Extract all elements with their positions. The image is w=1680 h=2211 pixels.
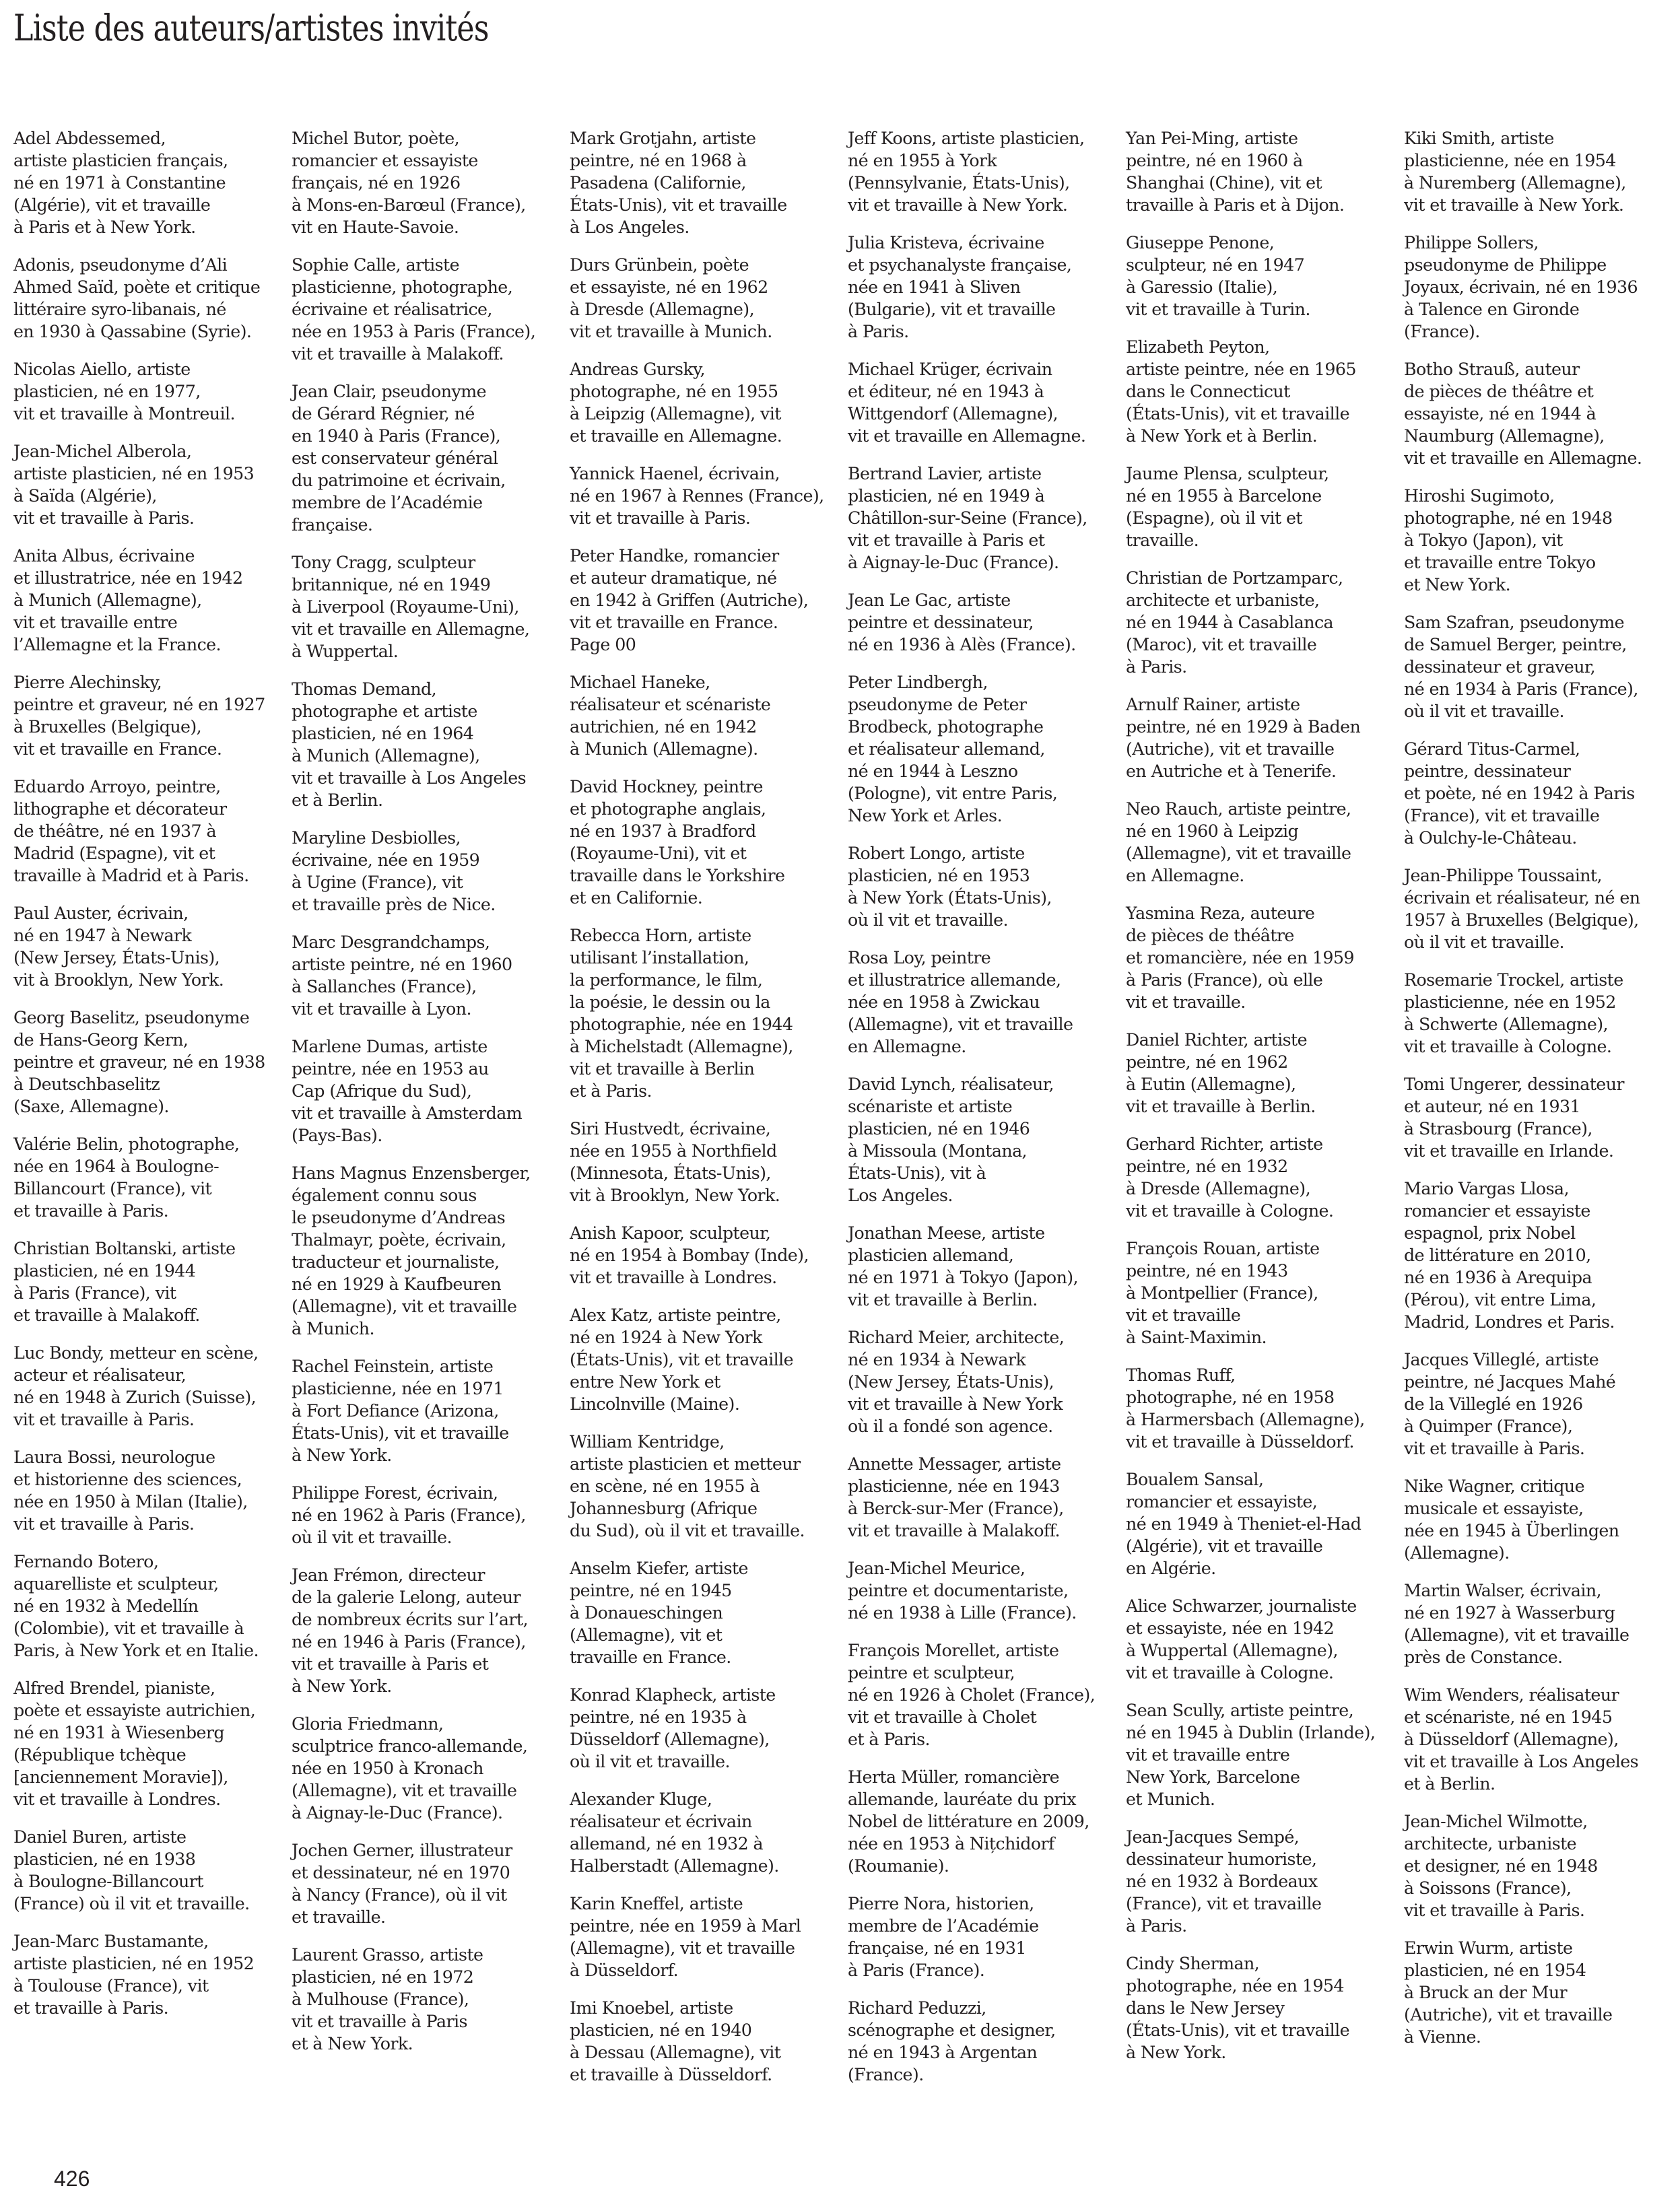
author-entry: Yannick Haenel, écrivain, né en 1967 à Rennes (France), vit et travaille à Paris. xyxy=(570,464,824,529)
author-entry: François Rouan, artiste peintre, né en 1943 à Montpellier (France), vit et travaille à Saint-Maximin. xyxy=(1126,1239,1320,1348)
author-entry: Erwin Wurm, artiste plasticien, né en 1954 à Bruck an der Mur (Autriche), vit et travaille à Vienne. xyxy=(1404,1938,1613,2047)
author-entry: Jean Clair, pseudonyme de Gérard Régnier, né en 1940 à Paris (France), est conservateur général du patrimoine et écrivain, membre de l’Académie française. xyxy=(292,382,506,535)
author-entry: Hans Magnus Enzensberger, également connu sous le pseudonyme d’Andreas Thalmayr, poète, écrivain, traducteur et journaliste, né en 1929 à Kaufbeuren (Allemagne), vit et travaille à Munich. xyxy=(292,1163,531,1339)
author-entry: Mark Grotjahn, artiste peintre, né en 1968 à Pasadena (Californie, États-Unis), vit et travaille à Los Angeles. xyxy=(570,129,787,238)
author-entry: Yasmina Reza, auteure de pièces de théâtre et romancière, née en 1959 à Paris (France), où elle vit et travaille. xyxy=(1126,904,1354,1013)
author-entry: Richard Meier, architecte, né en 1934 à Newark (New Jersey, États-Unis), vit et travaille à New York où il a fondé son agence. xyxy=(848,1328,1065,1437)
author-entry: Imi Knoebel, artiste plasticien, né en 1940 à Dessau (Allemagne), vit et travaille à Düsseldorf. xyxy=(570,1998,781,2085)
author-entry: Fernando Botero, aquarelliste et sculpteur, né en 1932 à Medellín (Colombie), vit et travaille à Paris, à New York et en Italie. xyxy=(13,1552,259,1661)
author-entry: Anselm Kiefer, artiste peintre, né en 1945 à Donaueschingen (Allemagne), vit et travaille en France. xyxy=(570,1559,748,1668)
author-entry: Giuseppe Penone, sculpteur, né en 1947 à Garessio (Italie), vit et travaille à Turin. xyxy=(1126,233,1310,320)
author-entry: Gloria Friedmann, sculptrice franco-allemande, née en 1950 à Kronach (Allemagne), vit et travaille à Aignay-le-Duc (France). xyxy=(292,1714,528,1823)
author-entry: Jean-Michel Meurice, peintre et documentariste, né en 1938 à Lille (France). xyxy=(848,1559,1077,1623)
author-entry: Maryline Desbiolles, écrivaine, née en 1959 à Ugine (France), vit et travaille près de Nice. xyxy=(292,828,496,915)
author-entry: Alexander Kluge, réalisateur et écrivain allemand, né en 1932 à Halberstadt (Allemagne). xyxy=(570,1790,779,1876)
author-entry: Konrad Klapheck, artiste peintre, né en 1935 à Düsseldorf (Allemagne), où il vit et travaille. xyxy=(570,1685,776,1772)
author-entry: Neo Rauch, artiste peintre, né en 1960 à Leipzig (Allemagne), vit et travaille en Allemagne. xyxy=(1126,799,1351,886)
author-entry: Rosa Loy, peintre et illustratrice allemande, née en 1958 à Zwickau (Allemagne), vit et travaille en Allemagne. xyxy=(848,948,1073,1057)
author-entry: Christian Boltanski, artiste plasticien, né en 1944 à Paris (France), vit et travaille à Malakoff. xyxy=(13,1239,236,1326)
author-entry: David Lynch, réalisateur, scénariste et artiste plasticien, né en 1946 à Missoula (Montana, États-Unis), vit à Los Angeles. xyxy=(848,1075,1054,1206)
author-entry: Sam Szafran, pseudonyme de Samuel Berger, peintre, dessinateur et graveur, né en 1934 à Paris (France), où il vit et travaille. xyxy=(1404,613,1638,722)
author-entry: Adel Abdessemed, artiste plasticien français, né en 1971 à Constantine (Algérie), vit et travaille à Paris et à New York. xyxy=(13,129,228,238)
author-entry: David Hockney, peintre et photographe anglais, né en 1937 à Bradford (Royaume-Uni), vit et travaille dans le Yorkshire et en Californie. xyxy=(570,777,785,908)
author-entry: Marc Desgrandchamps, artiste peintre, né en 1960 à Sallanches (France), vit et travaille à Lyon. xyxy=(292,932,512,1019)
author-entry: Martin Walser, écrivain, né en 1927 à Wasserburg (Allemagne), vit et travaille près de Constance. xyxy=(1404,1581,1629,1668)
author-entry: Thomas Ruff, photographe, né en 1958 à Harmersbach (Allemagne), vit et travaille à Düsseldorf. xyxy=(1126,1365,1365,1452)
author-entry: Sean Scully, artiste peintre, né en 1945 à Dublin (Irlande), vit et travaille entre New York, Barcelone et Munich. xyxy=(1126,1701,1376,1810)
author-entry: Arnulf Rainer, artiste peintre, né en 1929 à Baden (Autriche), vit et travaille en Autriche et à Tenerife. xyxy=(1126,695,1361,782)
author-entry: Thomas Demand, photographe et artiste plasticien, né en 1964 à Munich (Allemagne), vit et travaille à Los Angeles et à Berlin. xyxy=(292,679,527,811)
author-entry: Rosemarie Trockel, artiste plasticienne, née en 1952 à Schwerte (Allemagne), vit et travaille à Cologne. xyxy=(1404,970,1623,1057)
author-entry: Siri Hustvedt, écrivaine, née en 1955 à Northfield (Minnesota, États-Unis), vit à Brooklyn, New York. xyxy=(570,1119,780,1206)
author-entry: Anita Albus, écrivaine et illustratrice, née en 1942 à Munich (Allemagne), vit et travaille entre l’Allemagne et la France. xyxy=(13,546,243,655)
author-entry: Eduardo Arroyo, peintre, lithographe et décorateur de théâtre, né en 1937 à Madrid (Espagne), vit et travaille à Madrid et à Paris. xyxy=(13,777,249,886)
author-entry: Elizabeth Peyton, artiste peintre, née en 1965 dans le Connecticut (États-Unis), vit et travaille à New York et à Berlin. xyxy=(1126,337,1356,446)
author-entry: Laurent Grasso, artiste plasticien, né en 1972 à Mulhouse (France), vit et travaille à Paris et à New York. xyxy=(292,1945,483,2054)
author-entry: Sophie Calle, artiste plasticienne, photographe, écrivaine et réalisatrice, née en 1953 à Paris (France), vit et travaille à Malakoff. xyxy=(292,255,536,364)
author-entry: Jeff Koons, artiste plasticien, né en 1955 à York (Pennsylvanie, États-Unis), vit et travaille à New York. xyxy=(848,129,1085,215)
author-entry: Kiki Smith, artiste plasticienne, née en 1954 à Nuremberg (Allemagne), vit et travaille à New York. xyxy=(1404,129,1626,215)
author-list xyxy=(13,128,1680,2102)
author-entry: Jacques Villeglé, artiste peintre, né Jacques Mahé de la Villeglé en 1926 à Quimper (France), vit et travaille à Paris. xyxy=(1404,1350,1616,1459)
author-entry: Alfred Brendel, pianiste, poète et essayiste autrichien, né en 1931 à Wiesenberg (République tchèque [anciennement Moravie]), vit et travaille à Londres. xyxy=(13,1678,256,1810)
author-entry: Laura Bossi, neurologue et historienne des sciences, née en 1950 à Milan (Italie), vit et travaille à Paris. xyxy=(13,1448,248,1534)
author-entry: Jaume Plensa, sculpteur, né en 1955 à Barcelone (Espagne), où il vit et travaille. xyxy=(1126,464,1329,551)
author-entry: Alex Katz, artiste peintre, né en 1924 à New York (États-Unis), vit et travaille entre New York et Lincolnville (Maine). xyxy=(570,1305,793,1415)
author-entry: Jean-Philippe Toussaint, écrivain et réalisateur, né en 1957 à Bruxelles (Belgique), où il vit et travaille. xyxy=(1404,866,1640,953)
author-entry: Philippe Forest, écrivain, né en 1962 à Paris (France), où il vit et travaille. xyxy=(292,1483,526,1548)
author-entry: Jean-Marc Bustamante, artiste plasticien, né en 1952 à Toulouse (France), vit et travaille à Paris. xyxy=(13,1932,255,2018)
author-entry: Rachel Feinstein, artiste plasticienne, née en 1971 à Fort Defiance (Arizona, États-Unis), vit et travaille à New York. xyxy=(292,1357,509,1466)
author-entry: Philippe Sollers, pseudonyme de Philippe Joyaux, écrivain, né en 1936 à Talence en Gironde (France). xyxy=(1404,233,1638,342)
author-entry: Alice Schwarzer, journaliste et essayiste, née en 1942 à Wuppertal (Allemagne), vit et travaille à Cologne. xyxy=(1126,1596,1357,1683)
author-entry: François Morellet, artiste peintre et sculpteur, né en 1926 à Cholet (France), vit et travaille à Cholet et à Paris. xyxy=(848,1641,1096,1750)
author-entry: Luc Bondy, metteur en scène, acteur et réalisateur, né en 1948 à Zurich (Suisse), vit et travaille à Paris. xyxy=(13,1343,259,1430)
author-entry: Jochen Gerner, illustrateur et dessinateur, né en 1970 à Nancy (France), où il vit et travaille. xyxy=(292,1841,512,1928)
column-5 xyxy=(1126,128,1404,2102)
author-entry: Georg Baselitz, pseudonyme de Hans-Georg Kern, peintre et graveur, né en 1938 à Deutschbaselitz (Saxe, Allemagne). xyxy=(13,1008,265,1117)
author-entry: William Kentridge, artiste plasticien et metteur en scène, né en 1955 à Johannesburg (Afrique du Sud), où il vit et travaille. xyxy=(570,1432,805,1541)
author-entry: Wim Wenders, réalisateur et scénariste, né en 1945 à Düsseldorf (Allemagne), vit et travaille à Los Angeles et à Berlin. xyxy=(1404,1685,1639,1794)
column-3 xyxy=(570,128,848,2102)
author-entry: Tony Cragg, sculpteur britannique, né en 1949 à Liverpool (Royaume-Uni), vit et travaille en Allemagne, à Wuppertal. xyxy=(292,553,530,662)
author-entry: Andreas Gursky, photographe, né en 1955 à Leipzig (Allemagne), vit et travaille en Allemagne. xyxy=(570,360,782,446)
author-entry: Marlene Dumas, artiste peintre, née en 1953 au Cap (Afrique du Sud), vit et travaille à Amsterdam (Pays-Bas). xyxy=(292,1037,523,1146)
author-entry: Christian de Portzamparc, architecte et urbaniste, né en 1944 à Casablanca (Maroc), vit et travaille à Paris. xyxy=(1126,568,1343,677)
author-entry: Pierre Alechinsky, peintre et graveur, né en 1927 à Bruxelles (Belgique), vit et travaille en France. xyxy=(13,673,265,759)
author-entry: Jonathan Meese, artiste plasticien allemand, né en 1971 à Tokyo (Japon), vit et travaille à Berlin. xyxy=(848,1223,1079,1310)
author-entry: Mario Vargas Llosa, romancier et essayiste espagnol, prix Nobel de littérature en 2010, né en 1936 à Arequipa (Pérou), vit entre Lima, Madrid, Londres et Paris. xyxy=(1404,1179,1615,1332)
author-entry: Karin Kneffel, artiste peintre, née en 1959 à Marl (Allemagne), vit et travaille à Düsseldorf. xyxy=(570,1894,801,1981)
author-entry: Rebecca Horn, artiste utilisant l’installation, la performance, le film, la poésie, le dessin ou la photographie, née en 1944 à Michelstadt (Allemagne), vit et travaille à Berlin et à Paris. xyxy=(570,926,793,1101)
author-entry: Adonis, pseudonyme d’Ali Ahmed Saïd, poète et critique littéraire syro-libanais, né en 1930 à Qassabine (Syrie). xyxy=(13,255,261,342)
author-entry: Jean-Michel Alberola, artiste plasticien, né en 1953 à Saïda (Algérie), vit et travaille à Paris. xyxy=(13,442,255,529)
page-title: Liste des auteurs/artistes invités xyxy=(13,7,489,49)
author-entry: Michael Krüger, écrivain et éditeur, né en 1943 à Wittgendorf (Allemagne), vit et travaille en Allemagne. xyxy=(848,360,1086,446)
author-entry: Botho Strauß, auteur de pièces de théâtre et essayiste, né en 1944 à Naumburg (Allemagne), vit et travaille en Allemagne. xyxy=(1404,360,1642,469)
author-entry: Jean Frémon, directeur de la galerie Lelong, auteur de nombreux écrits sur l’art, né en 1946 à Paris (France), vit et travaille à Paris et à New York. xyxy=(292,1565,528,1697)
author-entry: Jean-Michel Wilmotte, architecte, urbaniste et designer, né en 1948 à Soissons (France), vit et travaille à Paris. xyxy=(1404,1812,1598,1921)
author-entry: Michel Butor, poète, romancier et essayiste français, né en 1926 à Mons-en-Barœul (France), vit en Haute-Savoie. xyxy=(292,129,526,238)
column-6 xyxy=(1404,128,1680,2102)
author-entry: Cindy Sherman, photographe, née en 1954 dans le New Jersey (États-Unis), vit et travaille à New York. xyxy=(1126,1954,1349,2063)
author-entry: Daniel Buren, artiste plasticien, né en 1938 à Boulogne-Billancourt (France) où il vit et travaille. xyxy=(13,1827,250,1914)
author-entry: Annette Messager, artiste plasticienne, née en 1943 à Berck-sur-Mer (France), vit et travaille à Malakoff. xyxy=(848,1454,1064,1541)
column-4 xyxy=(848,128,1126,2102)
author-entry: Boualem Sansal, romancier et essayiste, né en 1949 à Theniet-el-Had (Algérie), vit et travaille en Algérie. xyxy=(1126,1470,1362,1579)
author-entry: Gérard Titus-Carmel, peintre, dessinateur et poète, né en 1942 à Paris (France), vit et travaille à Oulchy-le-Château. xyxy=(1404,739,1635,848)
author-entry: Valérie Belin, photographe, née en 1964 à Boulogne- Billancourt (France), vit et travaille à Paris. xyxy=(13,1134,240,1221)
author-entry: Yan Pei-Ming, artiste peintre, né en 1960 à Shanghai (Chine), vit et travaille à Paris et à Dijon. xyxy=(1126,129,1345,215)
author-entry: Peter Handke, romancier et auteur dramatique, né en 1942 à Griffen (Autriche), vit et travaille en France. Page 00 xyxy=(570,546,809,655)
author-entry: Durs Grünbein, poète et essayiste, né en 1962 à Dresde (Allemagne), vit et travaille à Munich. xyxy=(570,255,772,342)
column-1 xyxy=(13,128,292,2102)
author-entry: Peter Lindbergh, pseudonyme de Peter Brodbeck, photographe et réalisateur allemand, né en 1944 à Leszno (Pologne), vit entre Paris, New York et Arles. xyxy=(848,673,1058,826)
author-entry: Anish Kapoor, sculpteur, né en 1954 à Bombay (Inde), vit et travaille à Londres. xyxy=(570,1223,809,1288)
author-entry: Paul Auster, écrivain, né en 1947 à Newark (New Jersey, États-Unis), vit à Brooklyn, New York. xyxy=(13,904,224,990)
author-entry: Bertrand Lavier, artiste plasticien, né en 1949 à Châtillon-sur-Seine (France), vit et travaille à Paris et à Aignay-le-Duc (France). xyxy=(848,464,1087,573)
author-entry: Richard Peduzzi, scénographe et designer, né en 1943 à Argentan (France). xyxy=(848,1998,1056,2085)
author-entry: Jean-Jacques Sempé, dessinateur humoriste, né en 1932 à Bordeaux (France), vit et travaille à Paris. xyxy=(1126,1827,1322,1936)
author-entry: Hiroshi Sugimoto, photographe, né en 1948 à Tokyo (Japon), vit et travaille entre Tokyo et New York. xyxy=(1404,486,1613,595)
author-entry: Nike Wagner, critique musicale et essayiste, née en 1945 à Überlingen (Allemagne). xyxy=(1404,1476,1619,1563)
author-entry: Jean Le Gac, artiste peintre et dessinateur, né en 1936 à Alès (France). xyxy=(848,590,1076,655)
author-entry: Nicolas Aiello, artiste plasticien, né en 1977, vit et travaille à Montreuil. xyxy=(13,360,235,424)
author-entry: Tomi Ungerer, dessinateur et auteur, né en 1931 à Strasbourg (France), vit et travaille en Irlande. xyxy=(1404,1075,1624,1161)
author-entry: Daniel Richter, artiste peintre, né en 1962 à Eutin (Allemagne), vit et travaille à Berlin. xyxy=(1126,1030,1316,1117)
page-number: 426 xyxy=(54,2167,90,2191)
author-entry: Pierre Nora, historien, membre de l’Académie française, né en 1931 à Paris (France). xyxy=(848,1894,1039,1981)
author-entry: Herta Müller, romancière allemande, lauréate du prix Nobel de littérature en 2009, née en 1953 à Nițchidorf (Roumanie). xyxy=(848,1767,1089,1876)
column-2 xyxy=(292,128,570,2102)
author-entry: Gerhard Richter, artiste peintre, né en 1932 à Dresde (Allemagne), vit et travaille à Cologne. xyxy=(1126,1134,1334,1221)
author-entry: Michael Haneke, réalisateur et scénariste autrichien, né en 1942 à Munich (Allemagne). xyxy=(570,673,771,759)
author-entry: Robert Longo, artiste plasticien, né en 1953 à New York (États-Unis), où il vit et travaille. xyxy=(848,844,1052,930)
author-entry: Julia Kristeva, écrivaine et psychanalyste française, née en 1941 à Sliven (Bulgarie), vit et travaille à Paris. xyxy=(848,233,1072,342)
